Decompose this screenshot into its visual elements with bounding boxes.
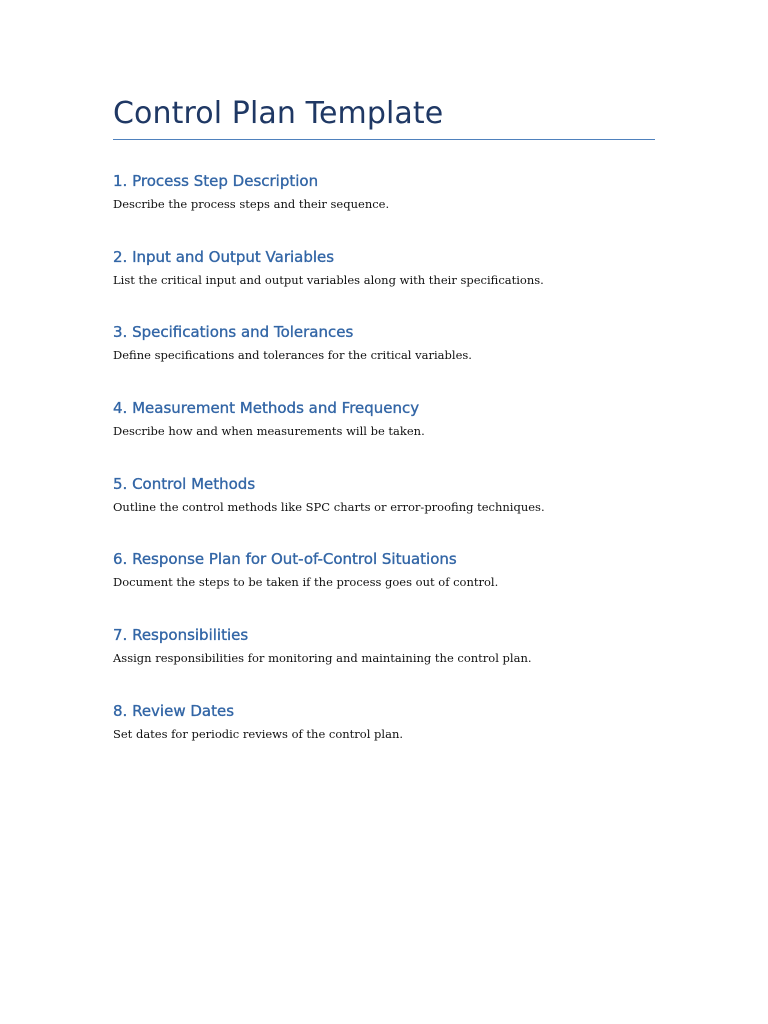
section-heading: 6. Response Plan for Out-of-Control Situations bbox=[113, 550, 457, 569]
section-specifications bbox=[113, 321, 655, 397]
section-control-methods bbox=[113, 473, 655, 549]
section-body: Outline the control methods like SPC charts or error-proofing techniques. bbox=[113, 499, 545, 514]
section-heading: 3. Specifications and Tolerances bbox=[113, 323, 354, 342]
section-body: List the critical input and output variables along with their specifications. bbox=[113, 272, 544, 287]
section-body: Document the steps to be taken if the process goes out of control. bbox=[113, 575, 499, 590]
section-responsibilities bbox=[113, 624, 655, 700]
section-measurement bbox=[113, 397, 655, 473]
section-process-step bbox=[113, 170, 655, 246]
section-heading: 5. Control Methods bbox=[113, 474, 256, 493]
section-body: Describe how and when measurements will be taken. bbox=[113, 424, 425, 439]
section-body: Describe the process steps and their sequence. bbox=[113, 197, 390, 211]
section-heading: 7. Responsibilities bbox=[113, 626, 249, 645]
section-body: Assign responsibilities for monitoring and maintaining the control plan. bbox=[113, 651, 532, 666]
section-heading: 4. Measurement Methods and Frequency bbox=[113, 399, 420, 418]
document-title: Control Plan Template bbox=[113, 96, 444, 131]
section-review-dates bbox=[113, 700, 655, 776]
section-heading: 8. Review Dates bbox=[113, 701, 235, 720]
section-body: Define specifications and tolerances for the critical variables. bbox=[113, 348, 472, 363]
section-response-plan bbox=[113, 548, 655, 624]
title-divider bbox=[113, 139, 655, 140]
section-heading: 1. Process Step Description bbox=[113, 172, 319, 190]
section-body: Set dates for periodic reviews of the control plan. bbox=[113, 726, 404, 741]
section-list bbox=[113, 170, 655, 776]
section-variables bbox=[113, 246, 655, 322]
section-heading: 2. Input and Output Variables bbox=[113, 247, 335, 266]
